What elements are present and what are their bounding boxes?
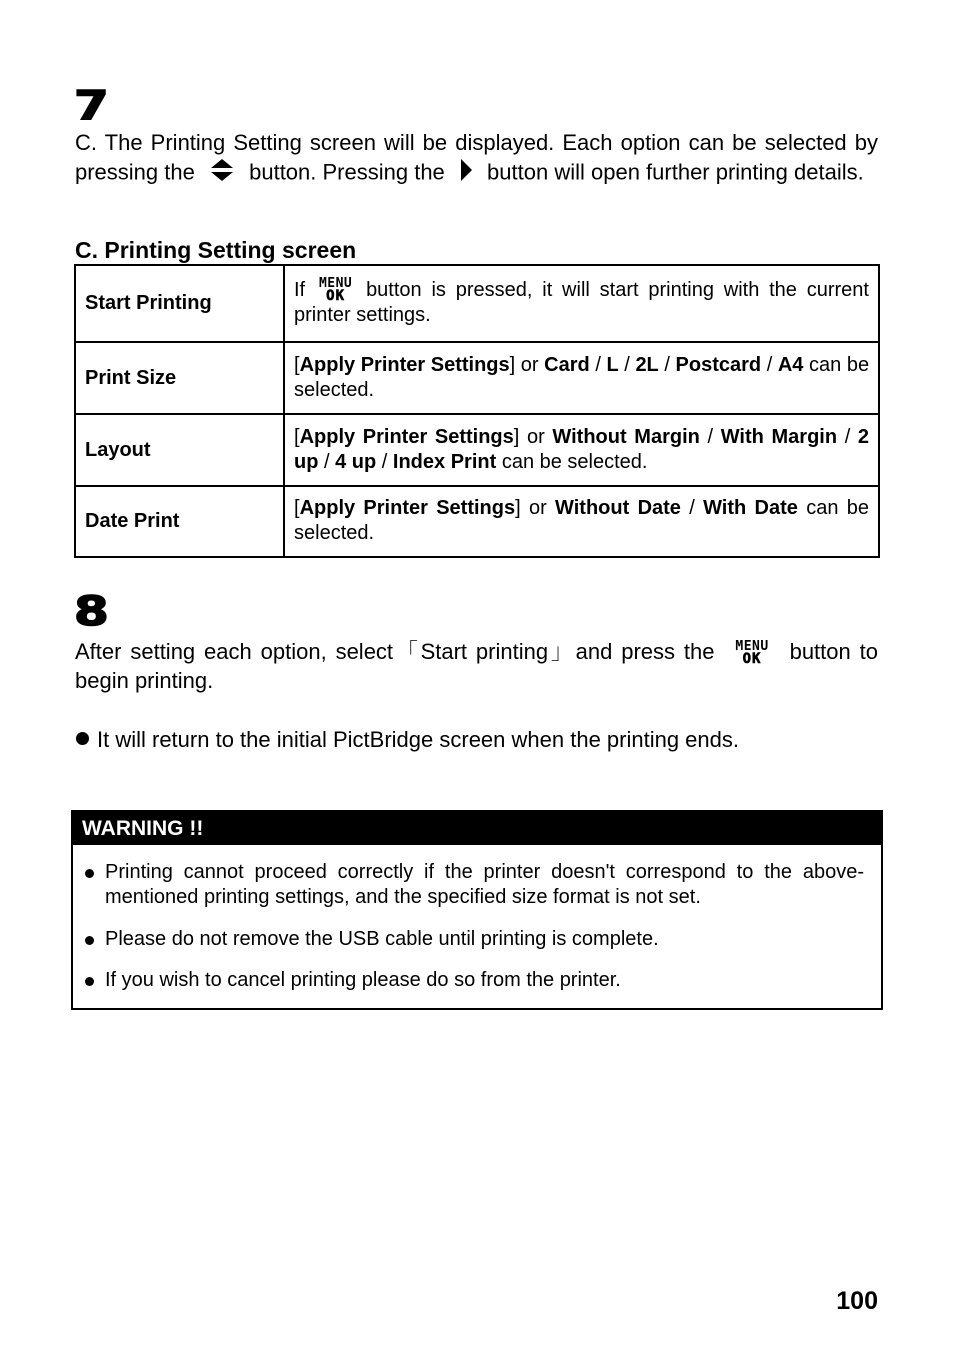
bullet-icon bbox=[85, 936, 94, 945]
step-8-paragraph bbox=[75, 637, 878, 695]
menu-ok-icon: MENU OK bbox=[735, 639, 769, 667]
row-description: [Apply Printer Settings] or Without Margin / With Margin / 2 up / 4 up / Index Print can be selected. bbox=[284, 414, 879, 486]
row-label: Print Size bbox=[75, 342, 284, 414]
warning-box bbox=[71, 810, 883, 1010]
table-row bbox=[75, 414, 879, 486]
page-number: 100 bbox=[836, 1287, 878, 1315]
row-label: Layout bbox=[75, 414, 284, 486]
list-item: Printing cannot proceed correctly if the printer doesn't correspond to the above-mentioned printing settings, and the specified size format is not set. bbox=[105, 860, 864, 910]
row-description: [Apply Printer Settings] or Card / L / 2L / Postcard / A4 can be selected. bbox=[284, 342, 879, 414]
desc-text: If bbox=[294, 279, 306, 301]
table-row bbox=[75, 342, 879, 414]
menu-ok-icon: MENU OK bbox=[318, 276, 353, 304]
bullet-icon bbox=[85, 869, 94, 878]
step-8-number: 8 bbox=[74, 589, 109, 635]
right-triangle-icon bbox=[459, 157, 473, 190]
desc-text: button is pressed, it will start printing with the current printer settings. bbox=[294, 279, 869, 326]
step-7-text-part1: C. The Printing Setting screen will be displayed. Each option can be selected by pressing the bbox=[75, 130, 878, 185]
table-row bbox=[75, 486, 879, 557]
printing-settings-table bbox=[74, 264, 880, 558]
row-label: Date Print bbox=[75, 486, 284, 557]
bullet-icon bbox=[76, 732, 89, 745]
row-description: [Apply Printer Settings] or Without Date / With Date can be selected. bbox=[284, 486, 879, 557]
step-7-text-part2: button. Pressing the bbox=[249, 159, 445, 185]
list-item: If you wish to cancel printing please do so from the printer. bbox=[105, 968, 864, 993]
section-title: C. Printing Setting screen bbox=[75, 237, 357, 263]
up-down-arrows-icon bbox=[209, 157, 235, 190]
step-7-text-part3: button will open further printing details. bbox=[487, 159, 864, 185]
step-8-bullet bbox=[76, 725, 739, 754]
step-8-text-pre: After setting each option, select「Start printing」and press the bbox=[75, 639, 715, 664]
bullet-text: It will return to the initial PictBridge screen when the printing ends. bbox=[97, 727, 739, 752]
step-7-paragraph bbox=[75, 128, 878, 190]
step-7-number: 7 bbox=[74, 83, 109, 129]
table-row bbox=[75, 265, 879, 342]
warning-title: WARNING !! bbox=[73, 812, 881, 845]
list-item: Please do not remove the USB cable until printing is complete. bbox=[105, 927, 864, 952]
bullet-icon bbox=[85, 977, 94, 986]
step-8-text-post: button to begin printing. bbox=[75, 639, 878, 693]
row-description bbox=[284, 265, 879, 342]
row-label: Start Printing bbox=[75, 265, 284, 342]
